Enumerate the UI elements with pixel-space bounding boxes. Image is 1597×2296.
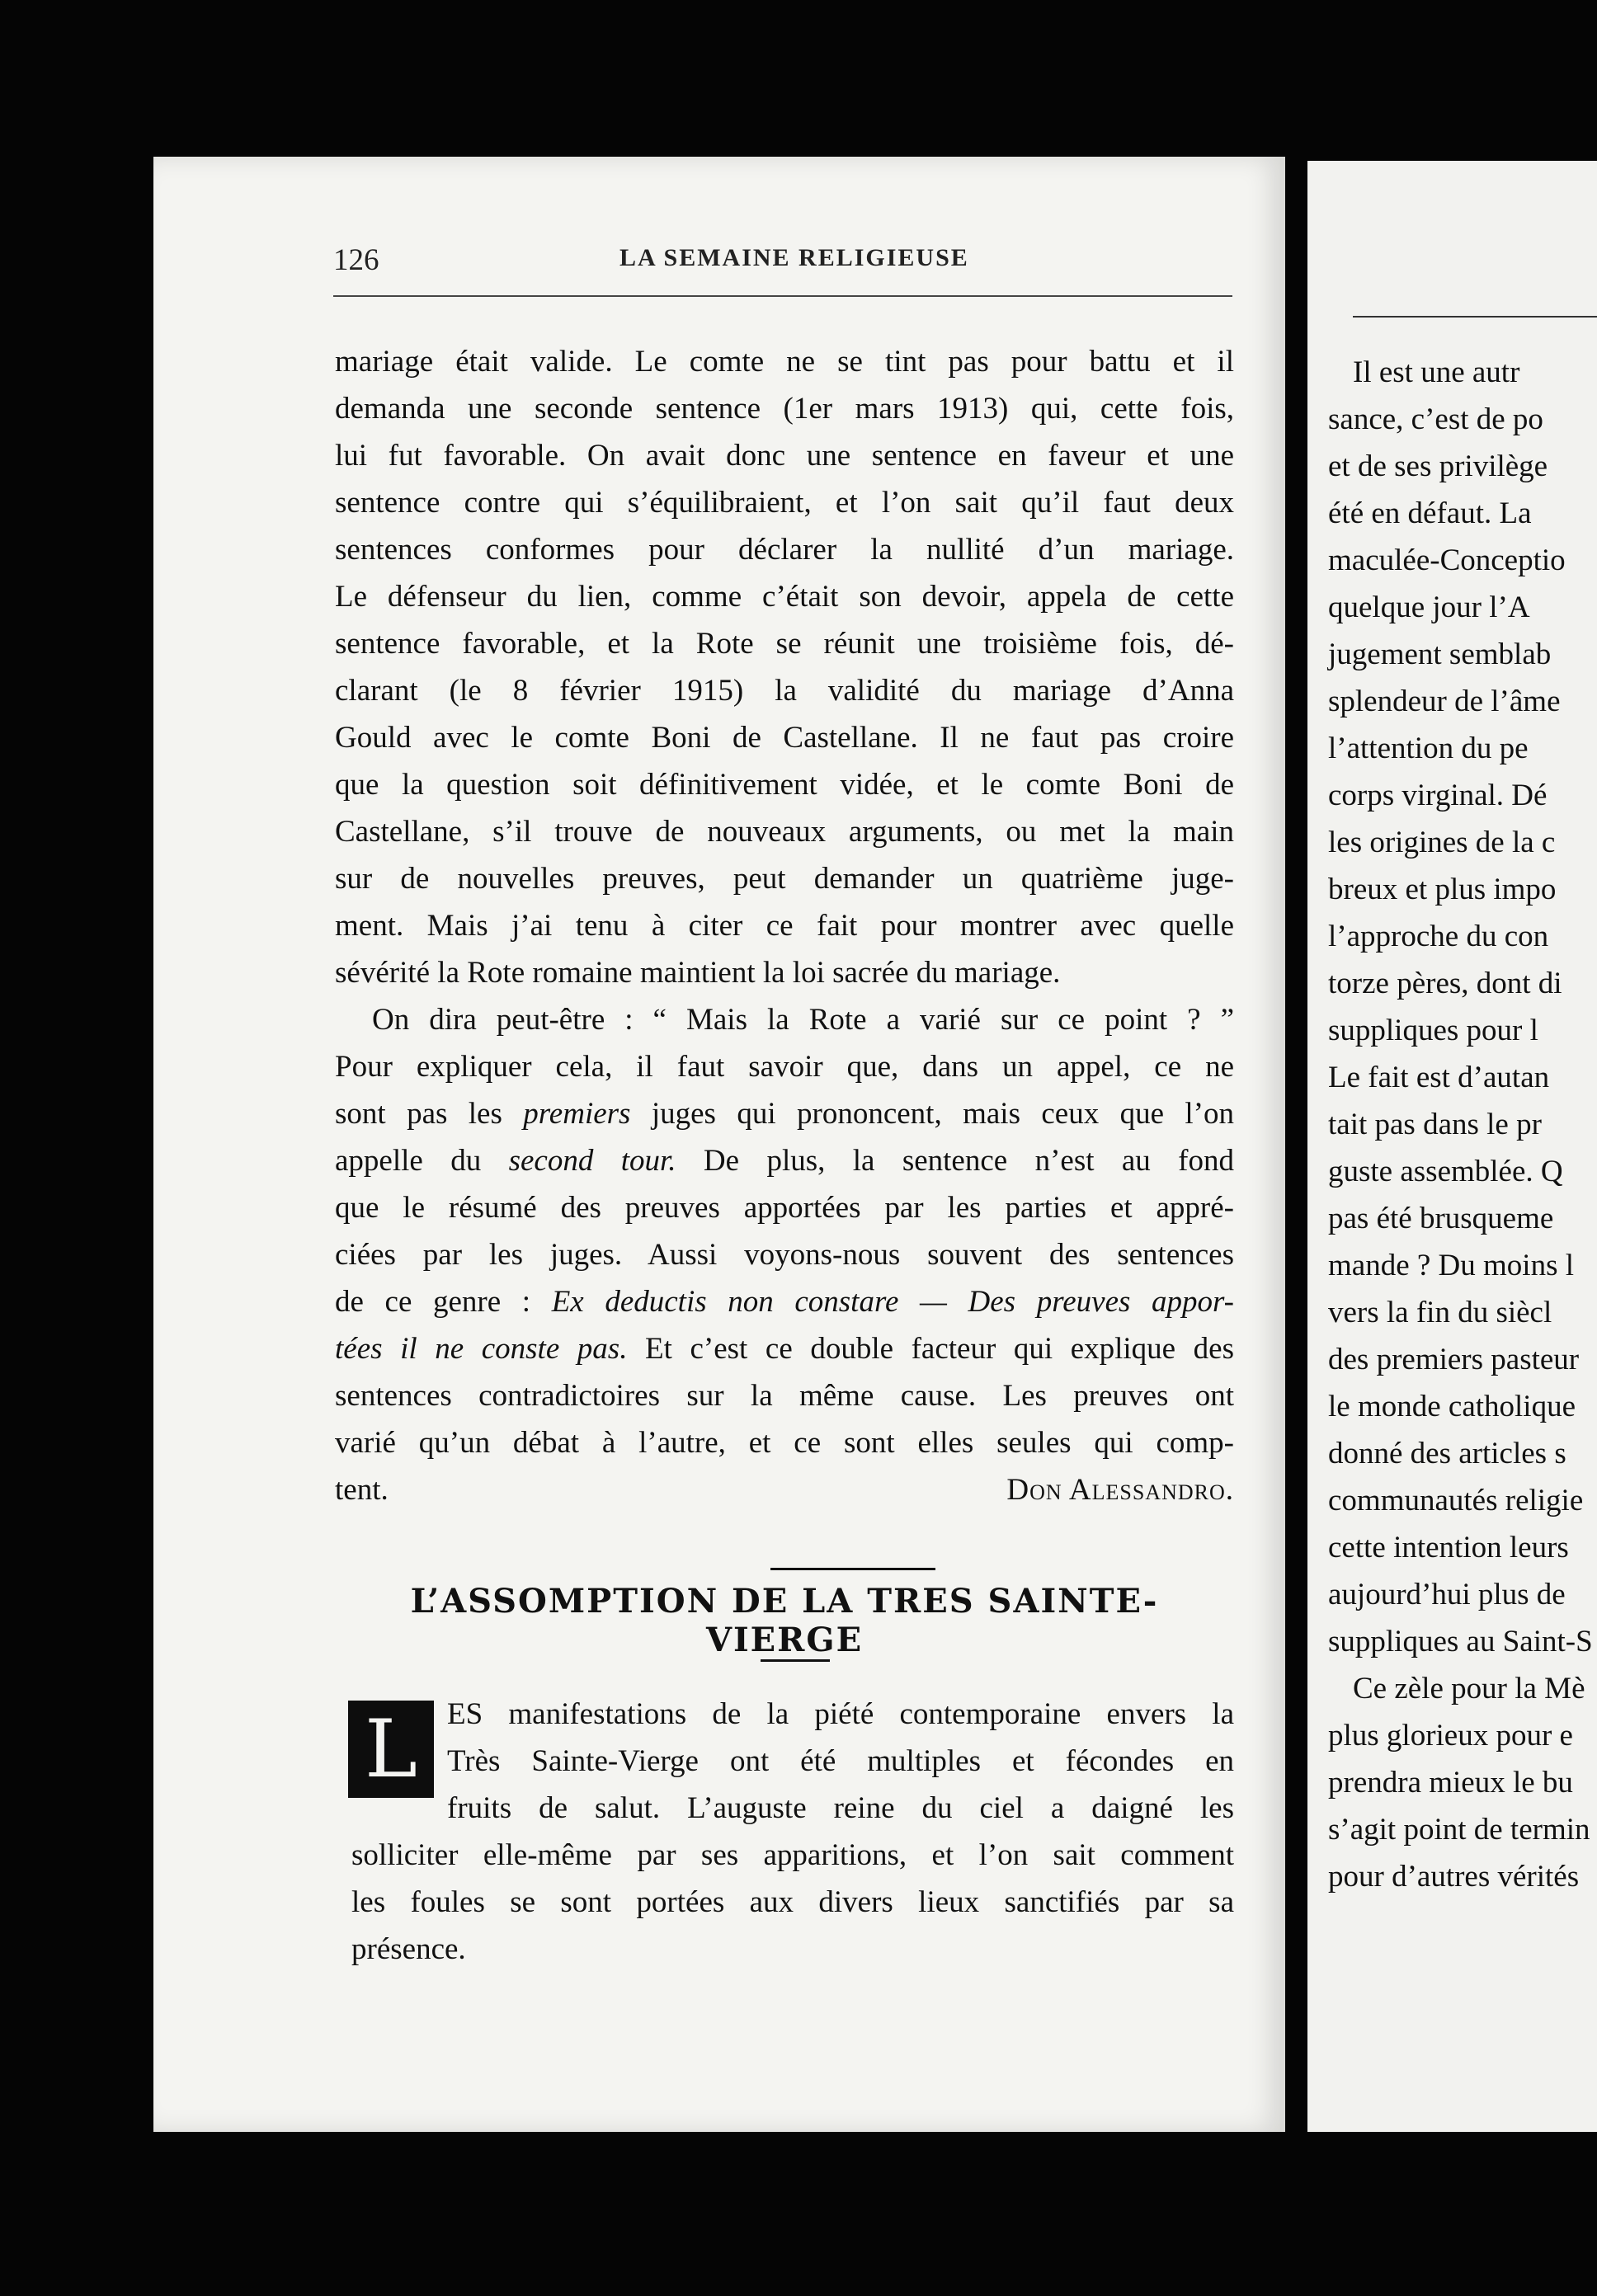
text-line: tent. [335,1473,389,1507]
text-line: clarant (le 8 février 1915) la validité du mariage d’Anna [335,674,1234,708]
closing-line [335,1466,1234,1513]
text-line: mande ? Du moins l [1328,1249,1575,1282]
text-line: s’agit point de termin [1328,1813,1590,1847]
text-line: les origines de la c [1328,826,1556,859]
text-line: de ce genre : Ex deductis non constare — Des preuves appor- [335,1285,1234,1319]
article2-body [351,1691,1234,1973]
dropcap-initial: L [348,1701,434,1798]
text-line: Très Sainte-Vierge ont été multiples et fécondes en [447,1744,1234,1778]
text-line: des premiers pasteur [1328,1343,1580,1376]
text-line: été en défaut. La [1328,496,1532,530]
text-line: sance, c’est de po [1328,402,1543,436]
text-line: l’approche du con [1328,920,1549,953]
text-line: ciées par les juges. Aussi voyons-nous souvent des sentences [335,1238,1234,1272]
text-line: fruits de salut. L’auguste reine du ciel a daigné les [447,1791,1234,1825]
text-line: les foules se sont portées aux divers lieux sanctifiés par sa [351,1885,1234,1919]
text-line: pour d’autres vérités [1328,1860,1580,1894]
text-line: ment. Mais j’ai tenu à citer ce fait pour montrer avec quelle [335,909,1234,943]
text-line: sévérité la Rote romaine maintient la loi sacrée du mariage. [335,956,1061,990]
header-rule [333,295,1232,297]
text-line: lui fut favorable. On avait donc une sentence en faveur et une [335,439,1234,473]
text-line: mariage était valide. Le comte ne se tint pas pour battu et il [335,345,1234,379]
text-line: demanda une seconde sentence (1er mars 1913) qui, cette fois, [335,392,1234,426]
left-page [153,157,1285,2132]
text-line: suppliques au Saint-S [1328,1625,1593,1658]
text-line: breux et plus impo [1328,873,1557,906]
text-line: appelle du second tour. De plus, la sentence n’est au fond [335,1144,1235,1178]
italic-text: tées il ne conste pas. [335,1332,628,1366]
text-line: tées il ne conste pas. Et c’est ce double facteur qui explique des [335,1332,1234,1366]
text-line: sentence favorable, et la Rote se réunit une troisième fois, dé- [335,627,1234,661]
text-line: Le fait est d’autan [1328,1061,1550,1094]
title-rule [770,1568,935,1570]
text-line: corps virginal. Dé [1328,779,1548,812]
text-line: maculée-Conceptio [1328,543,1566,577]
text-line: suppliques pour l [1328,1014,1538,1047]
text-line: que le résumé des preuves apportées par les parties et appré- [335,1191,1234,1225]
text-line: Pour expliquer cela, il faut savoir que, dans un appel, ce ne [335,1050,1234,1084]
text-line: splendeur de l’âme [1328,685,1561,718]
right-page-body [1328,349,1593,1900]
text-line: que la question soit définitivement vidée, et le comte Boni de [335,768,1234,802]
text-line: sont pas les premiers juges qui prononcent, mais ceux que l’on [335,1097,1235,1131]
running-title: LA SEMAINE RELIGIEUSE [619,244,969,271]
text-line: sentences contradictoires sur la même cause. Les preuves ont [335,1379,1234,1413]
text-line: guste assemblée. Q [1328,1155,1563,1188]
text-line: cette intention leurs [1328,1531,1569,1564]
italic-text: second tour. [508,1144,676,1178]
text-line: le monde catholique [1328,1390,1576,1423]
article-title: L’ASSOMPTION DE LA TRES SAINTE-VIERGE [410,1582,1159,1659]
page-number: 126 [333,243,379,277]
text-line: On dira peut-être : “ Mais la Rote a varié sur ce point ? ” [372,1003,1234,1037]
text-line: l’attention du pe [1328,732,1529,765]
text-line: prendra mieux le bu [1328,1766,1573,1800]
text-line: ES manifestations de la piété contemporaine envers la [447,1697,1234,1731]
title-rule [761,1659,830,1662]
text-line: tait pas dans le pr [1328,1108,1542,1141]
text-line: sentences conformes pour déclarer la nullité d’un mariage. [335,533,1234,567]
text-line: solliciter elle-même par ses apparitions, et l’on sait comment [351,1838,1234,1872]
text-line: quelque jour l’A [1328,590,1530,624]
text-line: pas été brusqueme [1328,1202,1554,1235]
text-line: Gould avec le comte Boni de Castellane. Il ne faut pas croire [335,721,1234,755]
text-line: Ce zèle pour la Mè [1353,1672,1585,1706]
text-line: présence. [351,1932,466,1966]
text-line: torze pères, dont di [1328,967,1562,1000]
text-line: sentence contre qui s’équilibraient, et l’on sait qu’il faut deux [335,486,1234,520]
text-line: communautés religie [1328,1484,1584,1517]
italic-text: premiers [523,1097,631,1131]
text-line: aujourd’hui plus de [1328,1578,1566,1611]
text-line: Il est une autr [1353,355,1520,389]
text-line: Castellane, s’il trouve de nouveaux arguments, ou met la main [335,815,1234,849]
text-line: jugement semblab [1328,638,1552,671]
author-signature: Don Alessandro. [1006,1473,1234,1507]
text-line: et de ses privilège [1328,449,1548,483]
text-line: sur de nouvelles preuves, peut demander un quatrième juge- [335,862,1234,896]
right-page [1307,161,1597,2132]
text-line: plus glorieux pour e [1328,1719,1573,1753]
text-line: vers la fin du siècl [1328,1296,1552,1329]
text-line: varié qu’un débat à l’autre, et ce sont elles seules qui comp- [335,1426,1234,1460]
italic-text: Ex deductis non constare — Des preuves appor- [551,1285,1234,1319]
text-line: donné des articles s [1328,1437,1566,1470]
header-rule [1353,316,1597,318]
text-line: Le défenseur du lien, comme c’était son devoir, appela de cette [335,580,1234,614]
article1-body [335,338,1234,1513]
